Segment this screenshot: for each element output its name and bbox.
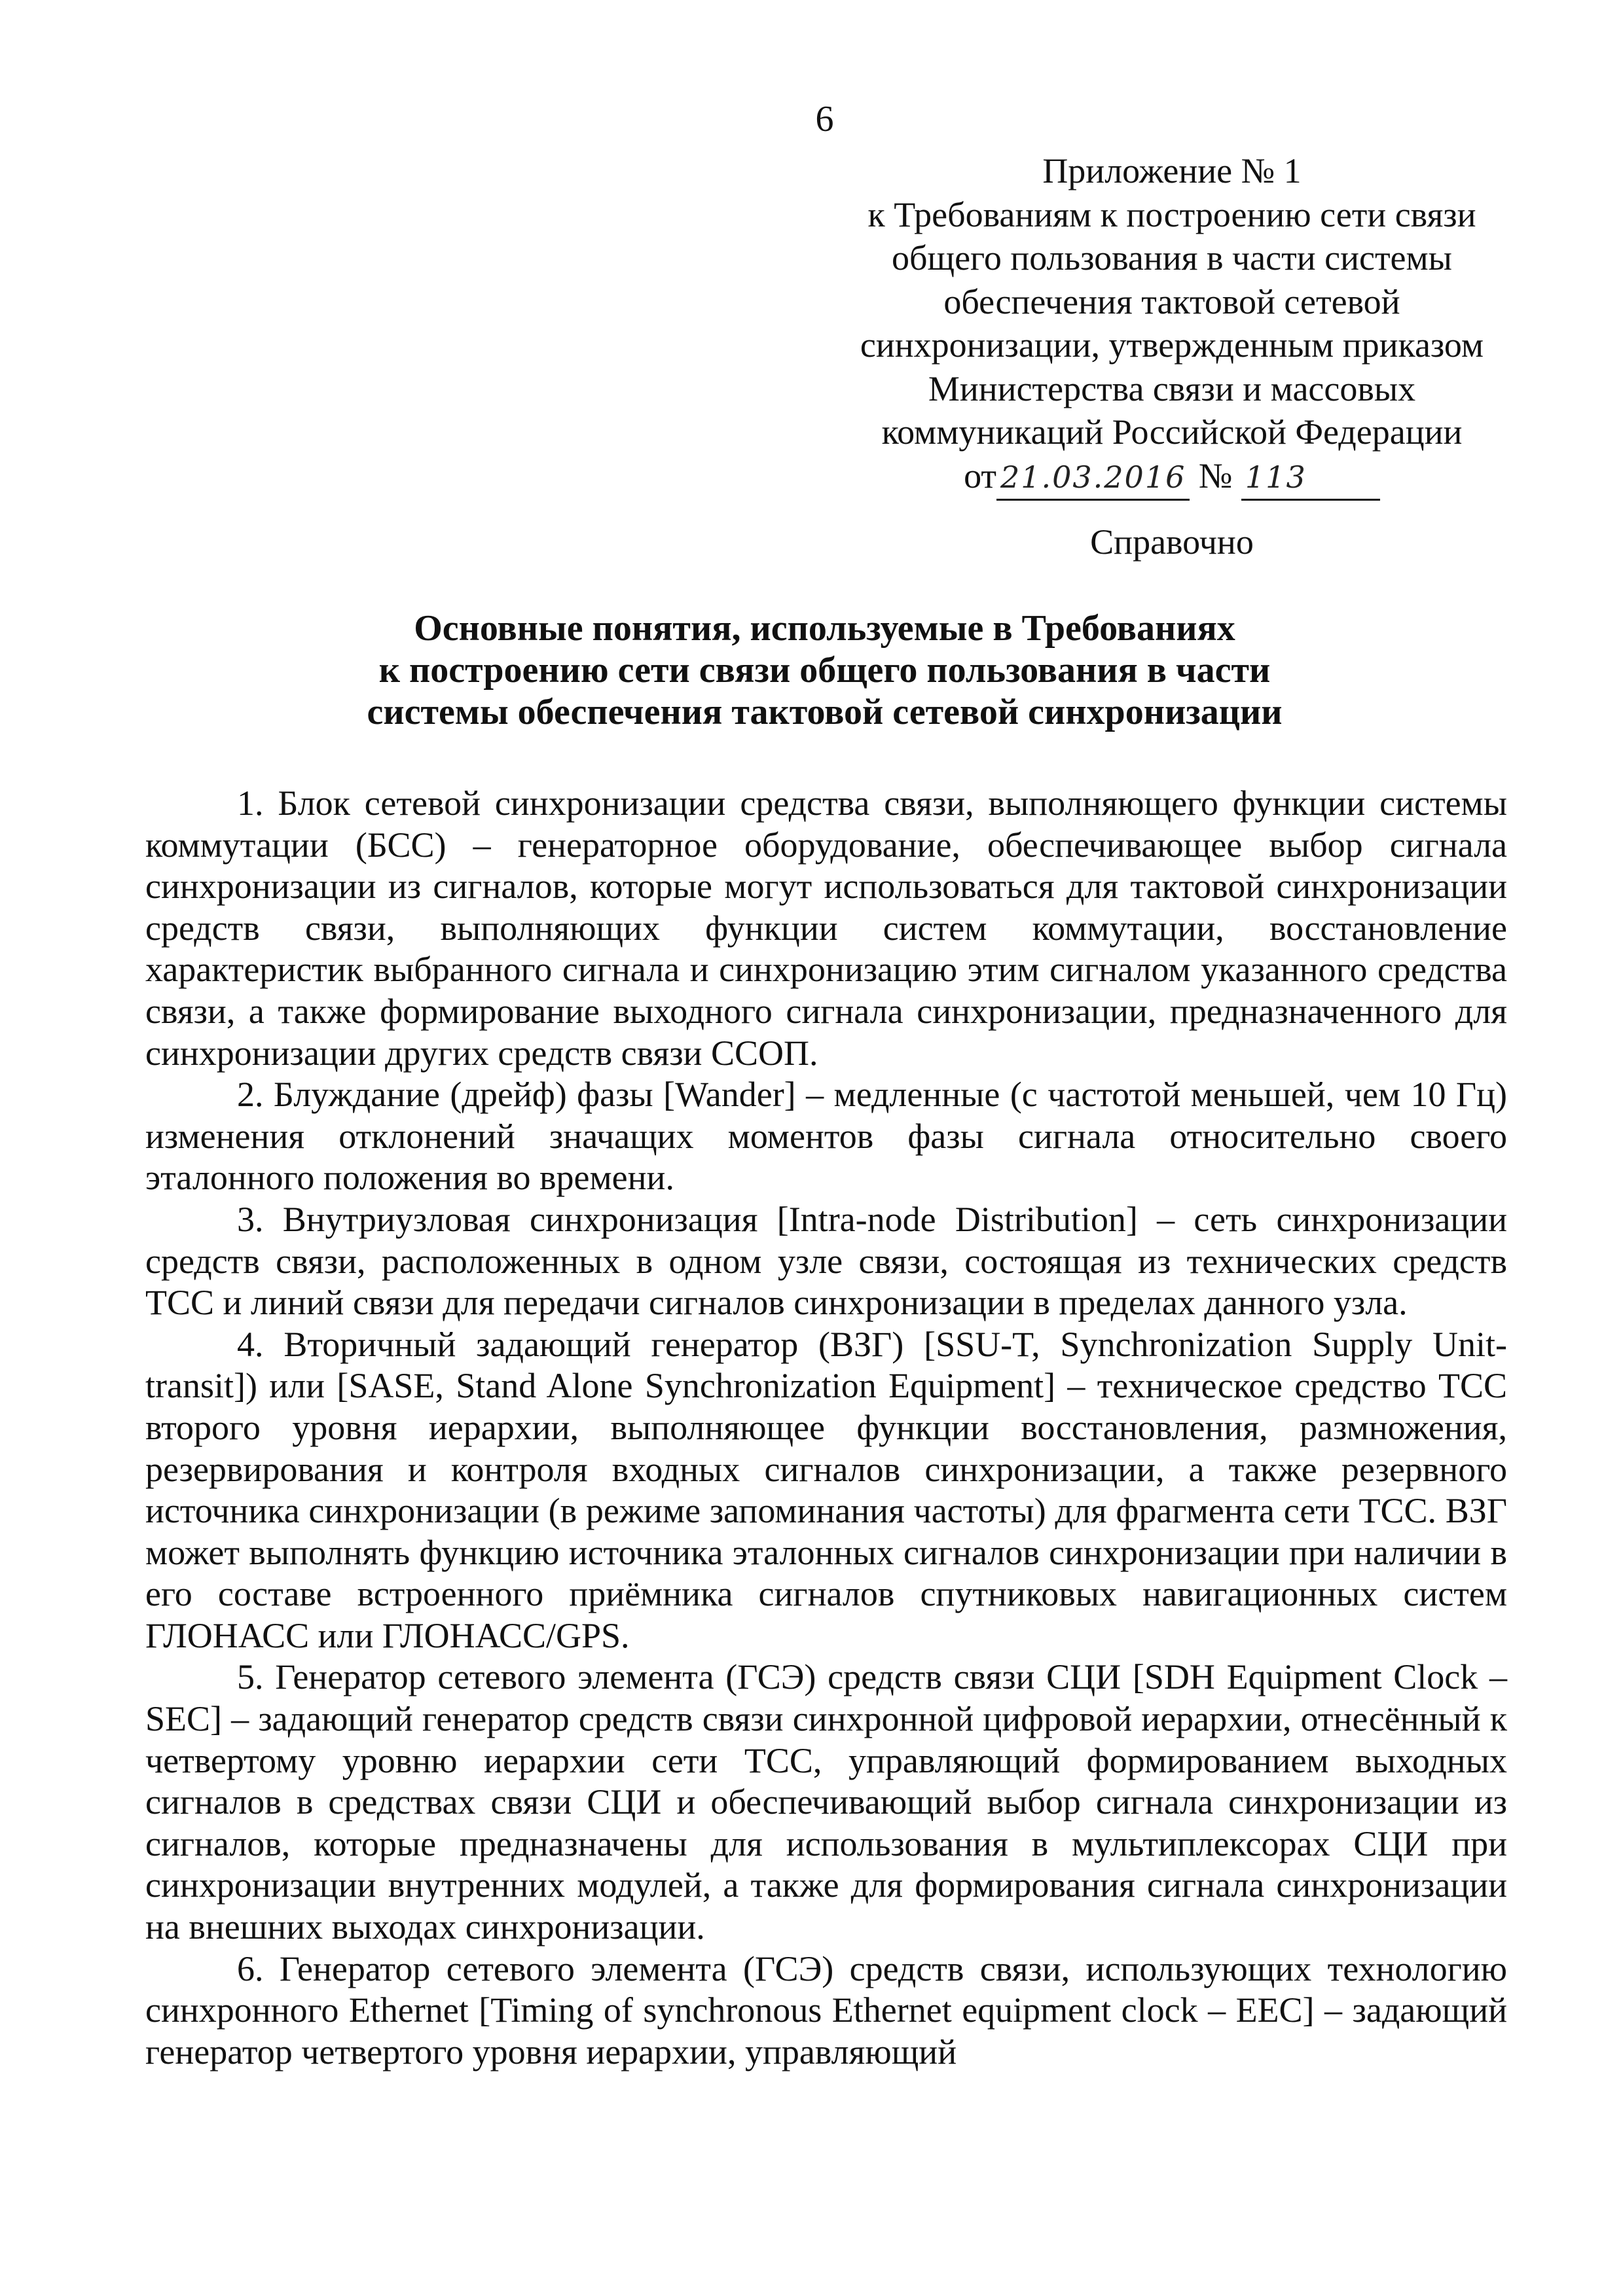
handwritten-number: 113 <box>1241 456 1380 501</box>
number-prefix: № <box>1198 456 1233 495</box>
appendix-line: обеспечения тактовой сетевой <box>943 281 1400 321</box>
appendix-header <box>812 149 1532 501</box>
definition-item: 6. Генератор сетевого элемента (ГСЭ) средств связи, использующих технологию синхронного Ethernet [Timing of synchronous Ethernet equipment clock – EEC] – задающий генератор четвертого уровня иерархии, управляющий <box>145 1948 1507 2072</box>
appendix-line: общего пользования в части системы <box>892 238 1452 278</box>
appendix-line: синхронизации, утвержденным приказом <box>860 325 1484 365</box>
order-date-number <box>812 454 1532 501</box>
definition-item: 4. Вторичный задающий генератор (ВЗГ) [SSU-T, Synchronization Supply Unit-transit]) или [SASE, Stand Alone Synchronization Equipment] – техническое средство ТСС второго уровня иерархии, выполняющее функции восстановления, размножения, резервирования и контроля входных сигналов синхронизации, а также резервного источника синхронизации (в режиме запоминания частоты) для фрагмента сети ТСС. ВЗГ может выполнять функцию источника эталонных сигналов синхронизации при наличии в его составе встроенного приёмника сигналов спутниковых навигационных систем ГЛОНАСС или ГЛОНАСС/GPS. <box>145 1324 1507 1655</box>
definition-item: 2. Блуждание (дрейф) фазы [Wander] – медленные (с частотой меньшей, чем 10 Гц) изменения отклонений значащих моментов фазы сигнала относительно своего эталонного положения во времени. <box>145 1075 1507 1198</box>
date-prefix: от <box>964 456 996 495</box>
definition-item: 1. Блок сетевой синхронизации средства связи, выполняющего функции системы коммутации (БСС) – генераторное оборудование, обеспечивающее выбор сигнала синхронизации из сигналов, которые могут использоваться для тактовой синхронизации средств связи, выполняющих функции систем коммутации, восстановление характеристик выбранного сигнала и синхронизацию этим сигналом указанного средства связи, а также формирование выходного сигнала синхронизации, предназначенного для синхронизации других средств связи ССОП. <box>145 783 1507 1073</box>
appendix-line: к Требованиям к построению сети связи <box>867 194 1476 234</box>
reference-note: Справочно <box>1090 522 1254 562</box>
handwritten-date: 21.03.2016 <box>996 456 1190 501</box>
appendix-line: коммуникаций Российской Федерации <box>881 412 1463 452</box>
title-line: Основные понятия, используемые в Требованиях <box>414 608 1235 649</box>
appendix-line: Приложение № 1 <box>1042 151 1302 190</box>
page-number: 6 <box>815 99 834 139</box>
definitions-list <box>145 783 1507 2073</box>
appendix-line: Министерства связи и массовых <box>928 368 1416 408</box>
definition-item: 5. Генератор сетевого элемента (ГСЭ) средств связи СЦИ [SDH Equipment Clock – SEC] – задающий генератор средств связи синхронной цифровой иерархии, отнесённый к четвертому уровню иерархии сети ТСС, управляющий формированием выходных сигналов в средствах связи СЦИ и обеспечивающий выбор сигнала синхронизации из сигналов, которые предназначены для использования в мультиплексорах СЦИ при синхронизации внутренних модулей, а также для формирования сигнала синхронизации на внешних выходах синхронизации. <box>145 1657 1507 1947</box>
title-line: к построению сети связи общего пользования в части <box>378 650 1271 691</box>
definition-item: 3. Внутриузловая синхронизация [Intra-node Distribution] – сеть синхронизации средств связи, расположенных в одном узле связи, состоящая из технических средств ТСС и линий связи для передачи сигналов синхронизации в пределах данного узла. <box>145 1199 1507 1323</box>
title-line: системы обеспечения тактовой сетевой синхронизации <box>367 692 1283 732</box>
document-title <box>0 607 1623 733</box>
